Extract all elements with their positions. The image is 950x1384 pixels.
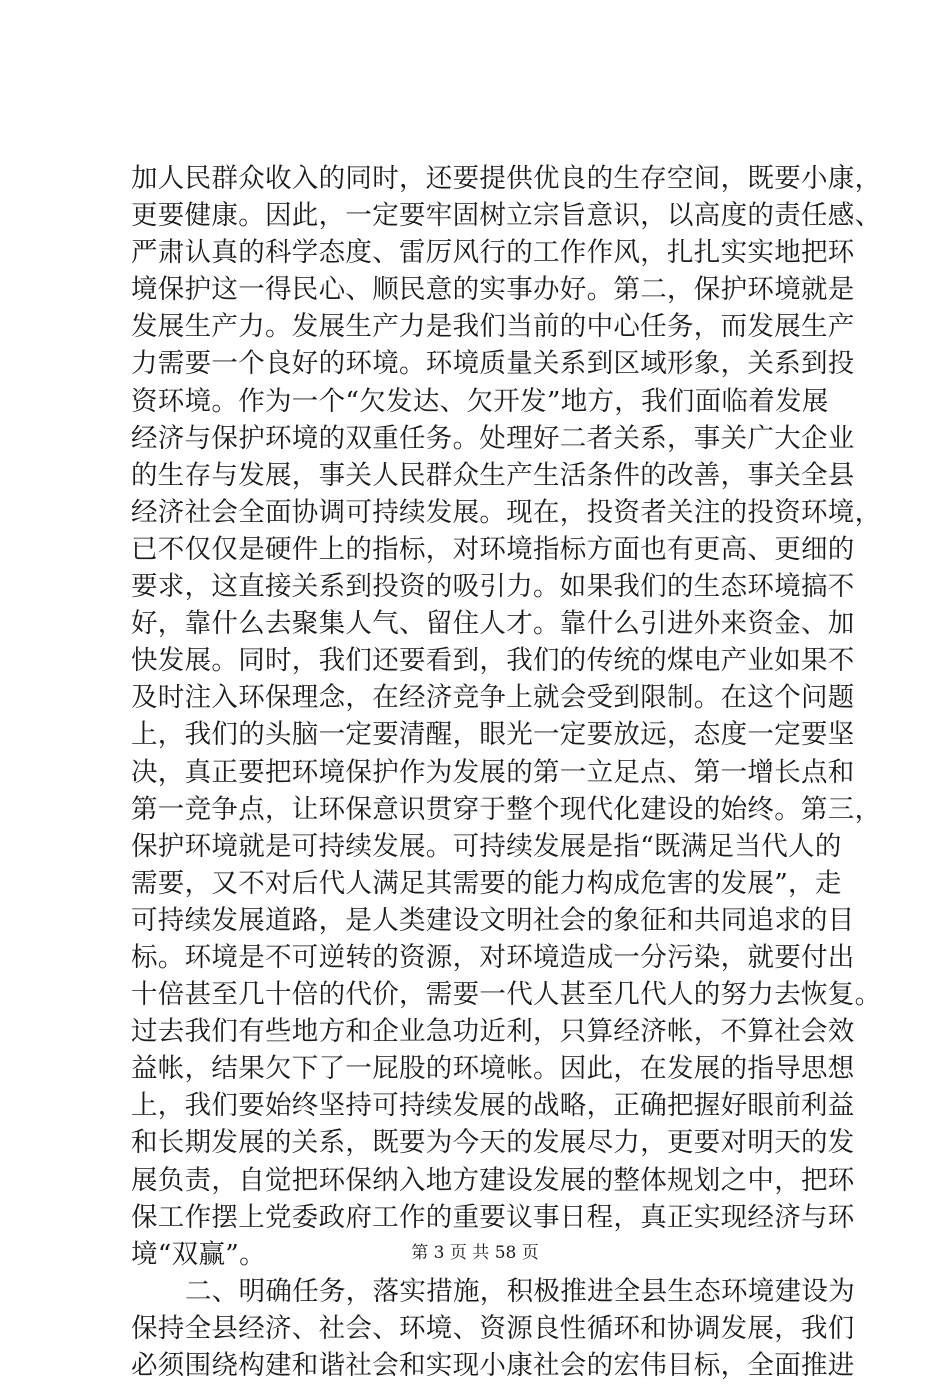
text-line: 严肃认真的科学态度、雷厉风行的工作作风，扎扎实实地把环 [131,237,855,269]
text-line: 好，靠什么去聚集人气、留住人才。靠什么引进外来资金、加 [131,608,855,640]
text-line: 要求，这直接关系到投资的吸引力。如果我们的生态环境搞不 [131,571,855,603]
text-line: 展负责，自觉把环保纳入地方建设发展的整体规划之中，把环 [131,1164,855,1196]
text-line: 及时注入环保理念，在经济竞争上就会受到限制。在这个问题 [131,682,855,714]
section-heading-line: 二、明确任务，落实措施，积极推进全县生态环境建设为 [185,1275,855,1307]
text-line: 上，我们要始终坚持可持续发展的战略，正确把握好眼前利益 [131,1090,855,1122]
text-line: 力需要一个良好的环境。环境质量关系到区域形象，关系到投 [131,348,855,380]
text-line: 过去我们有些地方和企业急功近利，只算经济帐，不算社会效 [131,1016,855,1048]
page-number-footer: 第 3 页 共 58 页 [411,1243,539,1263]
text-line: 保持全县经济、社会、环境、资源良性循环和协调发展，我们 [131,1312,855,1344]
text-line: 已不仅仅是硬件上的指标，对环境指标方面也有更高、更细的 [131,533,855,565]
text-line: 需要，又不对后代人满足其需要的能力构成危害的发展”，走 [131,867,842,899]
text-line: 必须围绕构建和谐社会和实现小康社会的宏伟目标，全面推进 [131,1350,855,1381]
text-line: 发展生产力。发展生产力是我们当前的中心任务，而发展生产 [131,311,855,343]
text-line: 更要健康。因此，一定要牢固树立宗旨意识，以高度的责任感、 [131,200,882,232]
text-line: 境“双赢”。 [131,1238,266,1270]
text-line: 第一竞争点，让环保意识贯穿于整个现代化建设的始终。第三， [131,793,882,825]
text-line: 益帐，结果欠下了一屁股的环境帐。因此，在发展的指导思想 [131,1053,855,1085]
text-line: 和长期发展的关系，既要为今天的发展尽力，更要对明天的发 [131,1127,855,1159]
text-line: 保护环境就是可持续发展。可持续发展是指“既满足当代人的 [131,830,842,862]
body-text [131,160,882,1384]
text-line: 境保护这一得民心、顺民意的实事办好。第二，保护环境就是 [131,274,855,306]
text-line: 的生存与发展，事关人民群众生产生活条件的改善，事关全县 [131,459,855,491]
text-line: 经济社会全面协调可持续发展。现在，投资者关注的投资环境， [131,496,882,528]
text-line: 上，我们的头脑一定要清醒，眼光一定要放远，态度一定要坚 [131,719,855,751]
text-line: 决，真正要把环境保护作为发展的第一立足点、第一增长点和 [131,756,855,788]
text-line: 快发展。同时，我们还要看到，我们的传统的煤电产业如果不 [131,645,855,677]
text-line: 经济与保护环境的双重任务。处理好二者关系，事关广大企业 [131,422,855,454]
text-line: 标。环境是不可逆转的资源，对环境造成一分污染，就要付出 [131,941,855,973]
text-line: 资环境。作为一个“欠发达、欠开发”地方，我们面临着发展 [131,385,829,417]
text-line: 可持续发展道路，是人类建设文明社会的象征和共同追求的目 [131,904,855,936]
text-line: 十倍甚至几十倍的代价，需要一代人甚至几代人的努力去恢复。 [131,979,882,1011]
text-line: 加人民群众收入的同时，还要提供优良的生存空间，既要小康， [131,163,882,194]
text-line: 保工作摆上党委政府工作的重要议事日程，真正实现经济与环 [131,1201,855,1233]
